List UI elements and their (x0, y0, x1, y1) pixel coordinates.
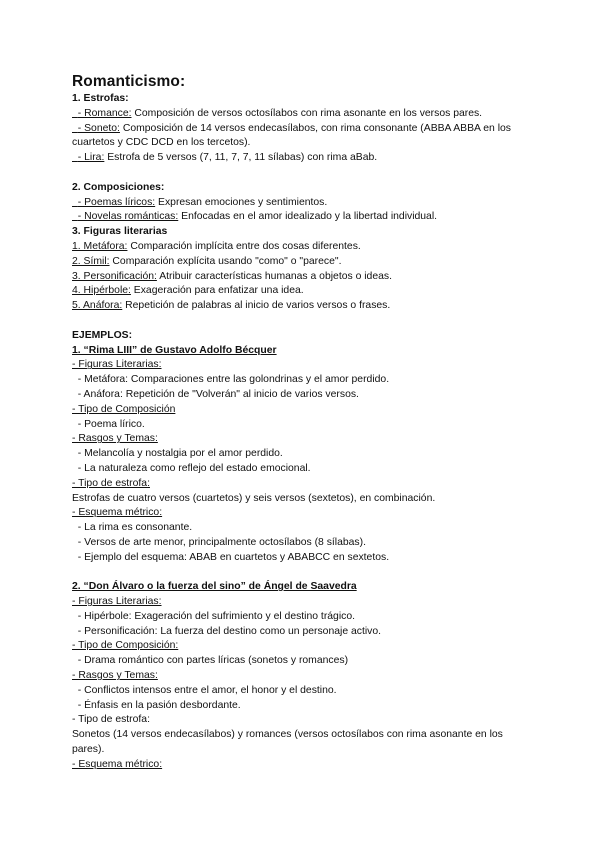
section-figuras-heading: 3. Figuras literarias (72, 226, 168, 238)
figura-text: Comparación implícita entre dos cosas diferentes. (127, 240, 361, 252)
ejemplos-heading: EJEMPLOS: (72, 329, 133, 341)
figura-label: 2. Símil: (72, 255, 110, 267)
ex1-tipo-composicion-heading: - Tipo de Composición (72, 403, 176, 415)
page-title: Romanticismo: (72, 73, 186, 90)
example-1-title: 1. “Rima LIII” de Gustavo Adolfo Bécquer (72, 344, 277, 356)
poemas-text: Expresan emociones y sentimientos. (155, 196, 328, 208)
ex2-figura-item: - Personificación: La fuerza del destino como un personaje activo. (72, 625, 382, 637)
example-2-title: 2. “Don Álvaro o la fuerza del sino” de Ángel de Saavedra (72, 581, 357, 593)
figura-label: 1. Metáfora: (72, 240, 128, 252)
ex2-estrofa-text: Sonetos (14 versos endecasílabos) y romances (versos octosílabos con rima asonante en los pares). (72, 729, 503, 756)
romance-text: Composición de versos octosílabos con rima asonante en los versos pares. (131, 107, 483, 119)
ex1-tipo-composicion-item: - Poema lírico. (72, 418, 145, 430)
romance-label: - Romance: (72, 107, 132, 119)
ex1-estrofa-text: Estrofas de cuatro versos (cuartetos) y seis versos (sextetos), en combinación. (72, 492, 436, 504)
figura-text: Exageración para enfatizar una idea. (130, 285, 304, 297)
lira-label: - Lira: (72, 152, 105, 164)
ex2-figuras-heading: - Figuras Literarias: (72, 596, 162, 608)
poemas-line (72, 196, 528, 211)
ex2-figura-item: - Hipérbole: Exageración del sufrimiento y el destino trágico. (72, 610, 356, 622)
novelas-label: - Novelas románticas: (72, 211, 179, 223)
section-composiciones-heading: 2. Composiciones: (72, 181, 165, 193)
ex1-figura-item: - Metáfora: Comparaciones entre las golondrinas y el amor perdido. (72, 374, 390, 386)
novelas-text: Enfocadas en el amor idealizado y la libertad individual. (178, 211, 438, 223)
figura-label: 5. Anáfora: (72, 300, 123, 312)
ex2-rasgo-item: - Énfasis en la pasión desbordante. (72, 699, 241, 711)
figura-line (72, 255, 528, 270)
spacer (72, 166, 528, 181)
ex1-estrofa-heading: - Tipo de estrofa: (72, 477, 150, 489)
document-page (72, 72, 528, 773)
ex1-rasgo-item: - Melancolía y nostalgia por el amor perdido. (72, 448, 283, 460)
figura-line (72, 299, 528, 314)
figura-label: 3. Personificación: (72, 270, 157, 282)
figura-line (72, 284, 528, 299)
romance-line (72, 107, 528, 122)
ex2-estrofa-heading: - Tipo de estrofa: (72, 714, 150, 726)
ex1-figuras-heading: - Figuras Literarias: (72, 359, 162, 371)
ex1-esquema-item: - Versos de arte menor, principalmente octosílabos (8 sílabas). (72, 536, 366, 548)
ex2-rasgo-item: - Conflictos intensos entre el amor, el honor y el destino. (72, 684, 337, 696)
ex1-esquema-item: - La rima es consonante. (72, 522, 193, 534)
ex1-esquema-item: - Ejemplo del esquema: ABAB en cuartetos y ABABCC en sextetos. (72, 551, 390, 563)
ex1-figura-item: - Anáfora: Repetición de "Volverán" al inicio de varios versos. (72, 388, 359, 400)
spacer (72, 314, 528, 329)
figura-label: 4. Hipérbole: (72, 285, 131, 297)
ex2-rasgos-heading: - Rasgos y Temas: (72, 670, 158, 682)
figura-text: Atribuir características humanas a objetos o ideas. (156, 270, 392, 282)
ex1-esquema-heading: - Esquema métrico: (72, 507, 163, 519)
novelas-line (72, 210, 528, 225)
section-estrofas-heading: 1. Estrofas: (72, 93, 129, 104)
figura-text: Comparación explícita usando "como" o "parece". (109, 255, 342, 267)
figura-line (72, 270, 528, 285)
spacer (72, 566, 528, 581)
soneto-label: - Soneto: (72, 122, 120, 134)
ex2-tipo-composicion-heading: - Tipo de Composición: (72, 640, 179, 652)
lira-line (72, 151, 528, 166)
ex2-esquema-heading: - Esquema métrico: (72, 758, 163, 770)
ex1-rasgo-item: - La naturaleza como reflejo del estado emocional. (72, 462, 311, 474)
figura-text: Repetición de palabras al inicio de varios versos o frases. (122, 300, 391, 312)
poemas-label: - Poemas líricos: (72, 196, 156, 208)
figura-line (72, 240, 528, 255)
lira-text: Estrofa de 5 versos (7, 11, 7, 7, 11 sílabas) con rima aBab. (104, 152, 378, 164)
soneto-text: Composición de 14 versos endecasílabos, con rima consonante (ABBA ABBA en los cuartetos y CDC DCD en los tercetos). (72, 122, 514, 149)
soneto-line (72, 122, 528, 152)
ex1-rasgos-heading: - Rasgos y Temas: (72, 433, 158, 445)
ex2-tipo-composicion-item: - Drama romántico con partes líricas (sonetos y romances) (72, 655, 349, 667)
